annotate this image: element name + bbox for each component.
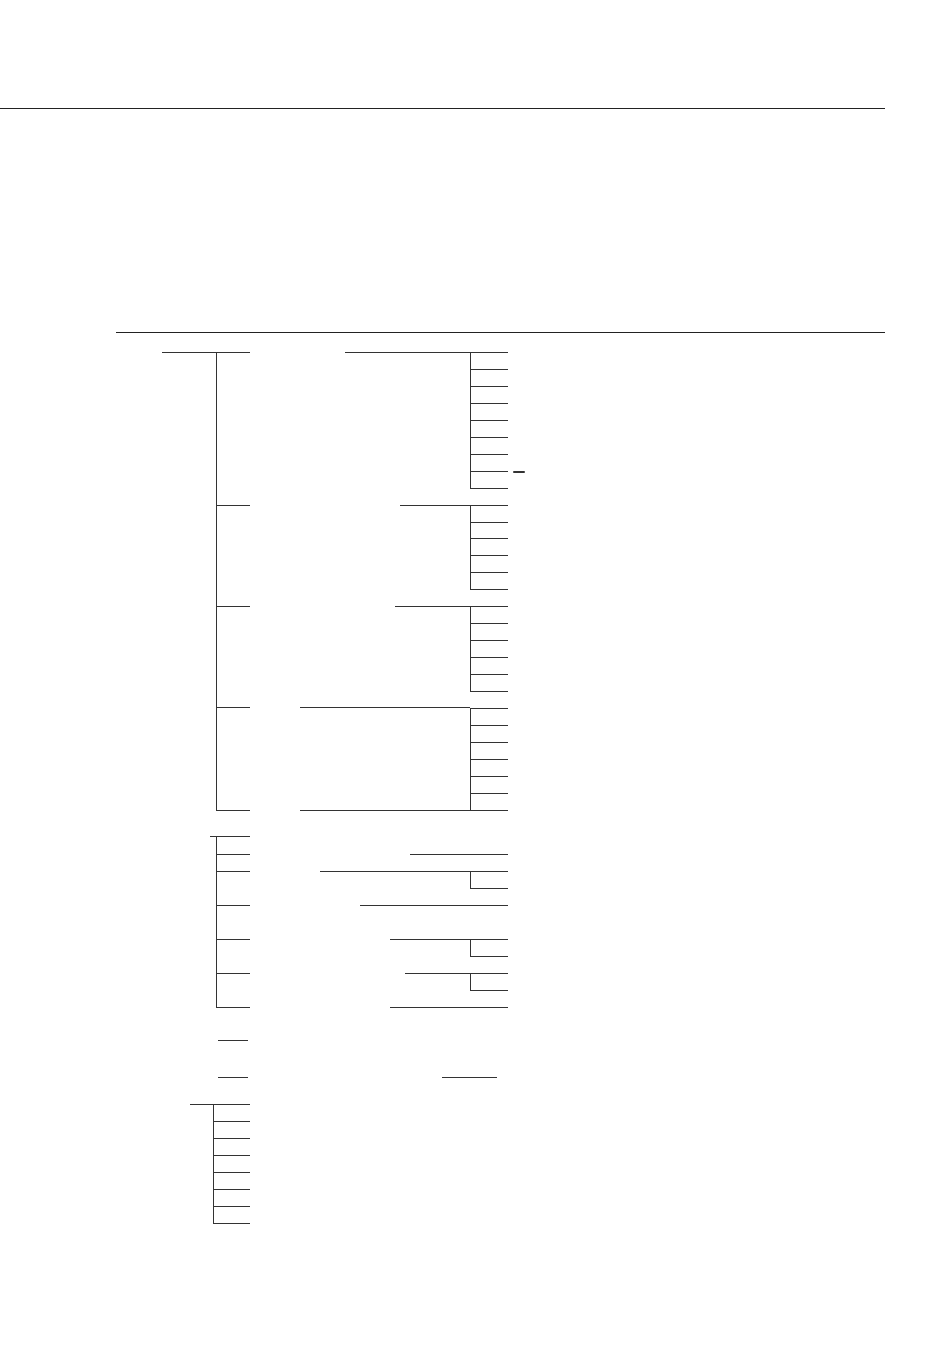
- connector-line: [213, 1121, 250, 1122]
- connector-line: [320, 871, 470, 872]
- connector-line: [470, 871, 508, 872]
- connector-line: [216, 1007, 250, 1008]
- connector-line: [470, 538, 508, 539]
- connector-line: [345, 352, 470, 353]
- connector-line: [216, 939, 250, 940]
- connector-line: [470, 403, 508, 404]
- top-rule: [0, 108, 885, 109]
- connector-line: [162, 352, 250, 353]
- cal-key-icon: [513, 471, 525, 473]
- header-rule: [116, 332, 885, 333]
- connector-line: [216, 505, 250, 506]
- connector-line: [470, 657, 508, 658]
- connector-line: [470, 589, 508, 590]
- connector-line: [400, 505, 470, 506]
- connector-line: [470, 674, 508, 675]
- connector-line: [470, 691, 508, 692]
- connector-line: [470, 759, 508, 760]
- level3-item: [513, 462, 525, 480]
- connector-line: [216, 836, 217, 1007]
- connector-line: [216, 854, 250, 855]
- connector-line: [190, 1104, 250, 1105]
- connector-line: [216, 973, 250, 974]
- connector-line: [470, 871, 471, 888]
- connector-line: [470, 640, 508, 641]
- connector-line: [470, 606, 471, 691]
- connector-line: [470, 369, 508, 370]
- connector-line: [213, 1138, 250, 1139]
- connector-line: [470, 606, 508, 607]
- connector-line: [216, 905, 250, 906]
- connector-line: [470, 742, 508, 743]
- connector-line: [410, 854, 508, 855]
- connector-line: [218, 1077, 248, 1078]
- connector-line: [213, 1189, 250, 1190]
- connector-line: [470, 386, 508, 387]
- connector-line: [470, 939, 508, 940]
- connector-line: [470, 776, 508, 777]
- connector-line: [470, 488, 508, 489]
- connector-line: [470, 471, 508, 472]
- connector-line: [216, 707, 250, 708]
- connector-line: [470, 623, 508, 624]
- connector-line: [470, 956, 508, 957]
- connector-line: [470, 505, 508, 506]
- connector-line: [395, 606, 470, 607]
- connector-line: [216, 810, 250, 811]
- connector-line: [216, 352, 217, 810]
- connector-line: [442, 1077, 497, 1078]
- connector-line: [470, 454, 508, 455]
- connector-line: [213, 1206, 250, 1207]
- connector-line: [470, 888, 508, 889]
- connector-line: [216, 606, 250, 607]
- connector-line: [470, 555, 508, 556]
- connector-line: [470, 352, 508, 353]
- connector-line: [300, 810, 508, 811]
- connector-line: [213, 1172, 250, 1173]
- connector-line: [470, 990, 508, 991]
- connector-line: [470, 973, 471, 990]
- connector-line: [470, 437, 508, 438]
- connector-line: [470, 725, 508, 726]
- connector-line: [470, 420, 508, 421]
- connector-line: [405, 973, 470, 974]
- connector-line: [216, 871, 250, 872]
- connector-line: [218, 1040, 248, 1041]
- connector-line: [300, 707, 470, 708]
- connector-line: [390, 1007, 508, 1008]
- connector-line: [470, 522, 508, 523]
- connector-line: [470, 505, 471, 589]
- connector-line: [470, 973, 508, 974]
- connector-line: [213, 1223, 250, 1224]
- connector-line: [470, 572, 508, 573]
- connector-line: [470, 708, 508, 709]
- connector-line: [213, 1155, 250, 1156]
- connector-line: [390, 939, 470, 940]
- connector-line: [470, 793, 508, 794]
- connector-line: [470, 939, 471, 956]
- connector-line: [360, 905, 508, 906]
